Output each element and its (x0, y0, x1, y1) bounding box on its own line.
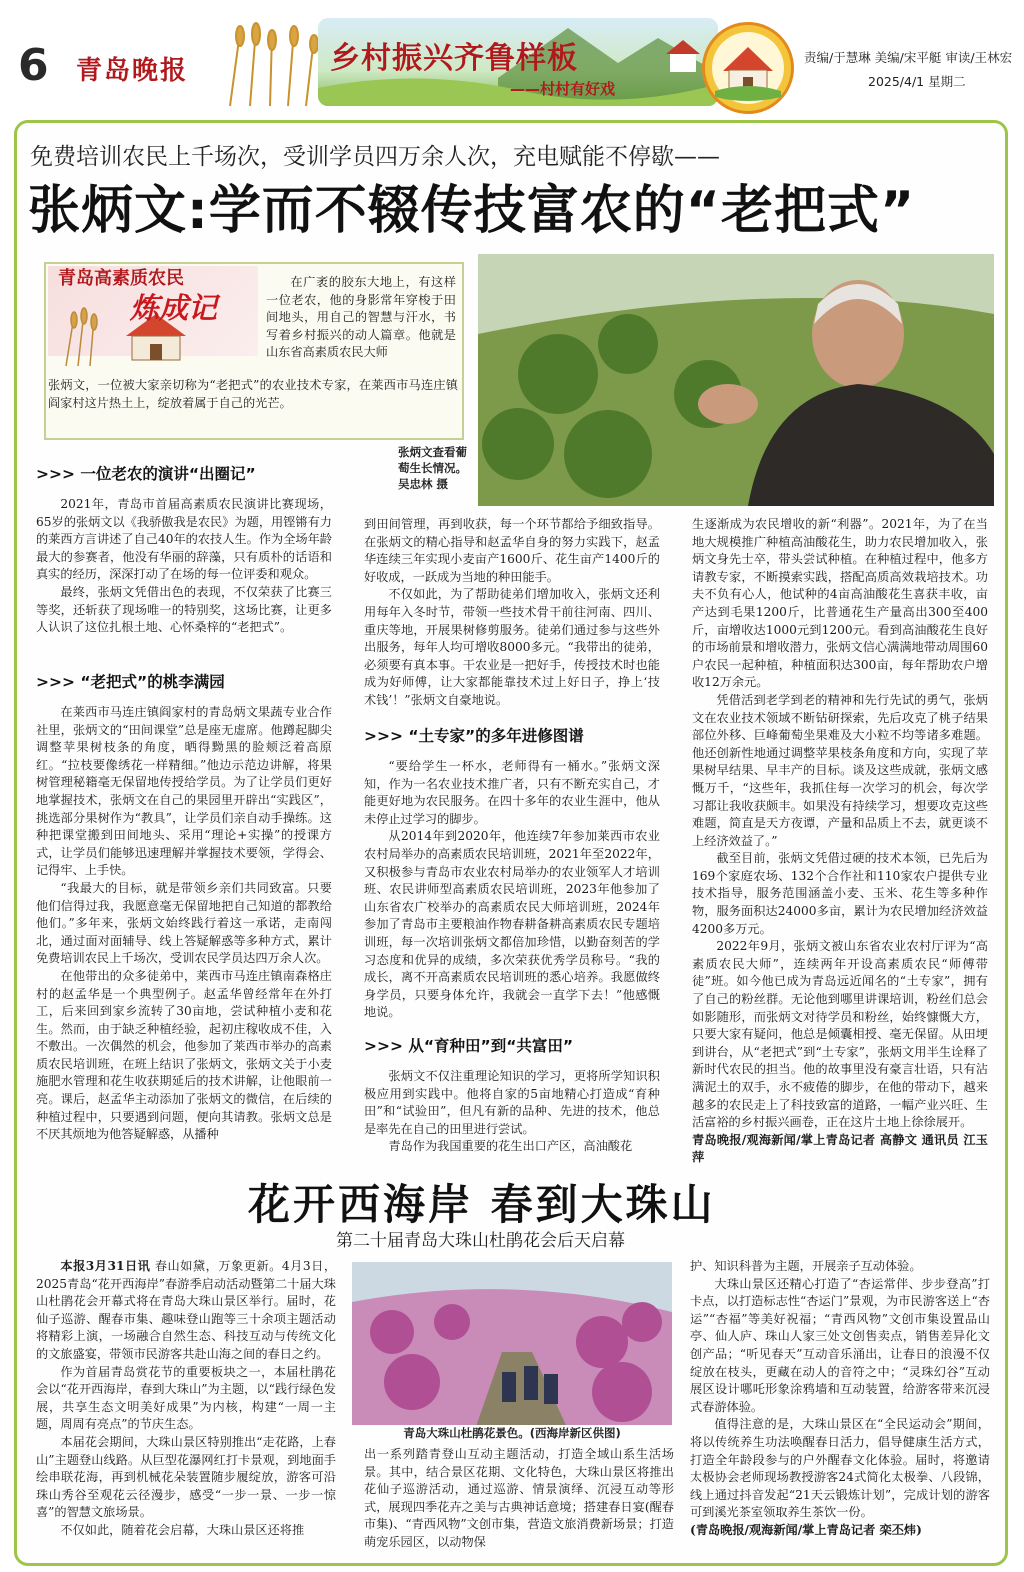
column-badge-line2: 炼成记 (130, 291, 218, 325)
paragraph: “我最大的目标，就是带领乡亲们共同致富。只要他们信得过我，我愿意毫无保留地把自己知道的都教给他们。”多年来，张炳文始终践行着这一承诺，走南闯北，通过面对面辅导、线上答疑解惑等多种方式，累计免费培训农民上千场次，受训农民学员达四万余人次。 (36, 880, 332, 966)
story1-kicker: 免费培训农民上千场次，受训学员四万余人次，充电赋能不停歇—— (30, 144, 720, 170)
story2-subheadline: 第二十届青岛大珠山杜鹃花会后天启幕 (336, 1231, 625, 1251)
section-heading-4: >>> 从“育种田”到“共富田” (364, 1037, 574, 1055)
paragraph: 生逐渐成为农民增收的新“利器”。2021年，为了在当地大规模推广种植高油酸花生，助力农民增加收入，张炳文身先士卒，带头尝试种植。在种植过程中，他多方请教专家，不断摸索实践，搭配高质高效栽培技术。功夫不负有心人，他试种的4亩高油酸花生喜获丰收，亩产达到毛果1200斤，比普通花生产量高出300至400斤，亩增收达1000元到1200元。看到高油酸花生良好的市场前景和增收潜力，张炳文信心满满地带动周围60户农民一起种植，种植面积达300亩，每年帮助农户增收12万余元。 (692, 517, 988, 690)
paragraph: 最终，张炳文凭借出色的表现，不仅荣获了比赛三等奖，还斩获了现场唯一的特别奖，这场比赛，让更多人认识了这位扎根土地、心怀桑梓的“老把式”。 (36, 584, 332, 635)
paragraph: 截至目前，张炳文凭借过硬的技术本领，已先后为169个家庭农场、132个合作社和110家农户提供专业技术指导，服务范围涵盖小麦、玉米、花生等多种作物，服务面积达24000多亩，累计为农民增加经济效益4200多万元。 (692, 851, 988, 936)
page-number: 6 (18, 40, 49, 91)
section-heading-3: >>> “土专家”的多年进修图谱 (364, 727, 584, 745)
paragraph: 值得注意的是，大珠山景区在“全民运动会”期间，将以传统养生功法唤醒春日活力，倡导健康生活方式，打造全年龄段参与的户外醒春文化体验。届时，将邀请太极协会老师现场教授游客24式简化太极拳、八段锦，线上通过抖音发起“21天云锻炼计划”，完成计划的游客可到溪光茶室领取养生茶饮一份。 (690, 1417, 990, 1520)
editor-credits: 责编/于慧琳 美编/宋平艇 审读/王林宏 (804, 50, 1013, 65)
wheat-icon (210, 22, 330, 106)
paragraph: 张炳文不仅注重理论知识的学习，更将所学知识积极应用到实践中。他将自家的5亩地精心打造成“育种田”和“试验田”，但凡有新的品种、先进的技术，他总是率先在自己的田里进行尝试。 (364, 1069, 660, 1136)
lead-tag: 本报3月31日讯 (60, 1259, 151, 1273)
paragraph: 本届花会期间，大珠山景区特别推出“走花路，上春山”主题登山线路。从巨型花瀑网红打卡景观，到地面手绘串联花海，再到机械花朵装置随步履绽放，游客可沿珠山秀谷至观花云径漫步，感受“一步一景、一步一惊喜”的智慧文旅场景。 (36, 1434, 336, 1520)
intro-text-continued: 张炳文，一位被大家亲切称为“老把式”的农业技术专家，在莱西市马连庄镇阎家村这片热土上，绽放着属于自己的光芒。 (48, 378, 458, 410)
farmer-grape-photo-icon (478, 254, 994, 506)
paragraph: 护、知识科普为主题，开展亲子互动体验。 (690, 1259, 922, 1273)
paragraph: 2022年9月，张炳文被山东省农业农村厅评为“高素质农民大师”，连续两年开设高素质农民“师傅带徒”班。如今他已成为青岛远近闻名的“土专家”，拥有了自己的粉丝群。无论他到哪里讲课培训，粉丝们总会如影随形，而张炳文对待学员和粉丝，始终慷慨大方，只要大家有疑问，他总是倾囊相授、毫无保留。从田埂到讲台，从“老把式”到“土专家”，张炳文用半生诠释了新时代农民的担当。他的故事里没有豪言壮语，只有沾满泥土的双手，永不疲倦的脚步，在他的带动下，越来越多的农民走上了科技致富的道路，一幅产业兴旺、生活富裕的乡村振兴画卷，正在这片土地上徐徐展开。 (692, 939, 988, 1130)
story1-headline: 张炳文:学而不辍传技富农的“老把式” (28, 181, 916, 241)
photo-caption: 张炳文查看葡萄生长情况。 吴忠林 摄 (398, 445, 467, 491)
azalea-hill-photo-icon (352, 1262, 672, 1438)
paragraph: 春山如黛，万象更新。4月3日，2025青岛“花开西海岸”春游季启动活动暨第二十届大珠山杜鹃花会开幕式将在青岛大珠山景区举行。届时，花仙子巡游、醒春市集、趣味登山跑等三十余项主题活动将精彩上演，一场融合自然生态、科技互动与传统文化的文旅盛宴，带领市民游客共赴山海之间的春日之约。 (36, 1259, 337, 1361)
paragraph: 从2014年到2020年，他连续7年参加莱西市农业农村局举办的高素质农民培训班，2021年至2022年，又积极参与青岛市农业农村局举办的农业领军人才培训班、农民讲师型高素质农民培训班，2023年他参加了山东省农广校举办的高素质农民大师培训班，2024年参加了青岛市主要粮油作物春耕备耕高素质农民专题培训班，每一次培训张炳文都倍加珍惜，以勤奋刻苦的学习态度和优异的成绩，多次荣获优秀学员称号。“我的成长，离不开高素质农民培训班的悉心培养。我愿做终身学员，只要身体允许，我就会一直学下去！”他感慨地说。 (364, 829, 660, 1020)
paragraph: 在莱西市马连庄镇阎家村的青岛炳文果蔬专业合作社里，张炳文的“田间课堂”总是座无虚席。他蹲起脚尖调整苹果树枝条的角度，晒得黝黑的脸颊泛着高原红。“拉枝要像绣花一样精细。”他边示范边讲解，将果树管理秘籍毫无保留地传授给学员。为了让学员们更好地掌握技术，张炳文在自己的果园里开辟出“实践区”，挑选部分果树作为“教具”，让学员们亲自动手操练。这种把课堂搬到田间地头、采用“理论+实操”的授课方式，让学员们能够迅速理解并掌握技术要领，学得会、记得牢、上手快。 (36, 705, 332, 878)
house-badge (702, 22, 794, 114)
newspaper-name: 青岛晚报 (76, 56, 189, 86)
banner-title: 乡村振兴齐鲁样板 (330, 41, 578, 76)
house-icon (705, 25, 791, 111)
intro-text: 在广袤的胶东大地上，有这样一位老农，他的身影常年穿梭于田间地头，用自己的智慧与汗水，书写着乡村振兴的动人篇章。他就是山东省高素质农民大师 (266, 275, 456, 360)
paragraph: 凭借活到老学到老的精神和先行先试的勇气，张炳文在农业技术领域不断钻研探索，先后攻克了桃子结果部位外移、巨峰葡萄坐果难及大小粒不均等诸多难题。他还创新性地通过调整苹果枝条角度和方向，实现了苹果树早结果、早丰产的目标。谈及这些成就，张炳文感慨万千，“这些年，我抓住每一次学习的机会，每次学习都让我收获颇丰。如果没有持续学习，想要攻克这些难题，简直是天方夜谭，产量和品质上不去，就更谈不上经济效益了。” (692, 692, 988, 848)
paragraph: 作为首届青岛赏花节的重要板块之一，本届杜鹃花会以“花开西海岸，春到大珠山”为主题，以“践行绿色发展，共享生态文明美好成果”为内核，构建“一周一主题，周周有亮点”的节庆生态。 (36, 1364, 336, 1432)
paragraph: 出一系列踏青登山互动主题活动，打造全域山系生活场景。其中，结合景区花期、文化特色，大珠山景区将推出花仙子巡游活动，通过巡游、情景演绎、沉浸互动等形式，展现四季花卉之美与古典神话意境；搭建春日宴(醒春市集)、“青西风物”文创市集，营造文旅消费新场景；打造萌宠乐园区，以动物保 (364, 1447, 674, 1549)
paragraph: 青岛作为我国重要的花生出口产区，高油酸花 (388, 1139, 633, 1154)
paragraph: 不仅如此，为了帮助徒弟们增加收入，张炳文还利用每年入冬时节，带领一些技术骨干前往河南、四川、重庆等地，开展果树修剪服务。徒弟们通过参与这些外出服务，每年人均可增收8000多元。“我带出的徒弟，必须要有真本事。干农业是一把好手，传授技术时也能成为好师傅，让大家都能靠技术过上好日子，挣上‘技术钱’！”张炳文自豪地说。 (364, 587, 660, 707)
farmer-photo (478, 254, 994, 506)
section-heading-2: >>> “老把式”的桃李满园 (36, 673, 225, 691)
photo-caption: 青岛大珠山杜鹃花景色。(西海岸新区供图) (352, 1425, 672, 1441)
paragraph: 2021年，青岛市首届高素质农民演讲比赛现场，65岁的张炳文以《我骄傲我是农民》为题，用铿锵有力的莱西方言讲述了自己40年的农技人生。作为全场年龄最大的参赛者，他没有华丽的辞藻，只有质朴的话语和真实的经历，深深打动了在场的每一位评委和观众。 (36, 497, 332, 582)
azalea-photo (352, 1262, 672, 1438)
byline: 青岛晚报/观海新闻/掌上青岛记者 高静文 通讯员 江玉萍 (692, 1132, 988, 1165)
byline: (青岛晚报/观海新闻/掌上青岛记者 栾丕炜) (690, 1522, 922, 1537)
paragraph: 在他带出的众多徒弟中，莱西市马连庄镇南森格庄村的赵孟华是一个典型例子。赵孟华曾经常年在外打工，后来回到家乡流转了30亩地，尝试种植小麦和花生。然而，由于缺乏种植经验，起初庄稼收成不佳，入不敷出。一次偶然的机会，他参加了莱西市举办的高素质农民培训班，在班上结识了张炳文，张炳文关于小麦施肥水管理和花生收获期延后的技术讲解，让他眼前一亮。课后，赵孟华主动添加了张炳文的微信，在后续的种植过程中，只要遇到问题，便向其请教。张炳文总是不厌其烦地为他答疑解惑，从播种 (36, 968, 332, 1142)
paragraph: “要给学生一杯水，老师得有一桶水。”张炳文深知，作为一名农业技术推广者，只有不断充实自己，才能更好地为农民服务。在四十多年的农业生涯中，他从未停止过学习的脚步。 (364, 759, 660, 826)
issue-date: 2025/4/1 星期二 (868, 74, 966, 89)
banner-subtitle: ——村村有好戏 (510, 80, 616, 98)
column-badge-line1: 青岛高素质农民 (58, 268, 184, 289)
paragraph: 大珠山景区还精心打造了“杏运常伴、步步登高”打卡点，以打造标志性“杏运门”景观，为市民游客送上“杏运”“杏福”等美好祝福；“青西风物”文创市集设置品山亭、仙人庐、珠山人家三处文创售卖点，销售差异化文创产品；“听见春天”互动音乐涌出，让春日的浪漫不仅绽放在枝头，更藏在动人的音符之中；“灵珠幻谷”互动展区设计哪吒形象涂鸦墙和互动装置，给游客带来沉浸式春游体验。 (690, 1276, 990, 1414)
section-heading-1: >>> 一位老农的演讲“出圈记” (36, 465, 256, 483)
paragraph: 到田间管理，再到收获，每一个环节都给予细致指导。在张炳文的精心指导和赵孟华自身的努力实践下，赵孟华连续三年实现小麦亩产1600斤、花生亩产1400斤的好收成，一跃成为当地的种田能手。 (364, 517, 660, 584)
story2-headline: 花开西海岸 春到大珠山 (248, 1180, 716, 1229)
paragraph: 不仅如此，随着花会启幕，大珠山景区还将推 (60, 1522, 305, 1537)
